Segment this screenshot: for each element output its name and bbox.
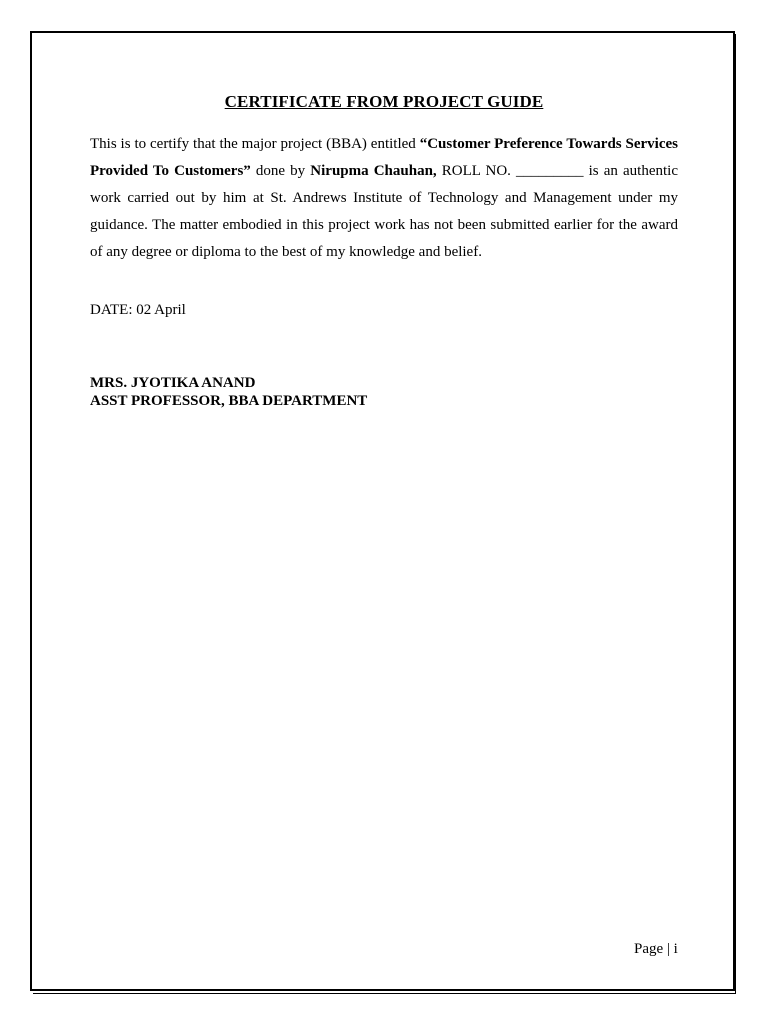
signatory-name: MRS. JYOTIKA ANAND — [90, 375, 256, 391]
paragraph-connector: done by — [250, 163, 311, 179]
signatory-role: ASST PROFESSOR, BBA DEPARTMENT — [90, 393, 368, 409]
paragraph-body: ROLL NO. _________ is an authentic work carried out by him at St. Andrews Institute of Technology and Management under my guidance. The matter embodied in this project work has not been submitted earlier for the award of any degree or diploma to the best of my knowledge and belief. — [90, 163, 678, 260]
date-line: DATE: 02 April — [90, 302, 186, 318]
student-name: Nirupma Chauhan, — [310, 163, 437, 179]
certificate-paragraph — [90, 131, 678, 266]
page-number: Page | i — [634, 941, 678, 957]
page-title: CERTIFICATE FROM PROJECT GUIDE — [224, 92, 544, 111]
paragraph-intro: This is to certify that the major project (BBA) entitled — [90, 136, 420, 152]
project-title: “Customer Preference Towards Services Provided To Customers” — [90, 136, 678, 179]
